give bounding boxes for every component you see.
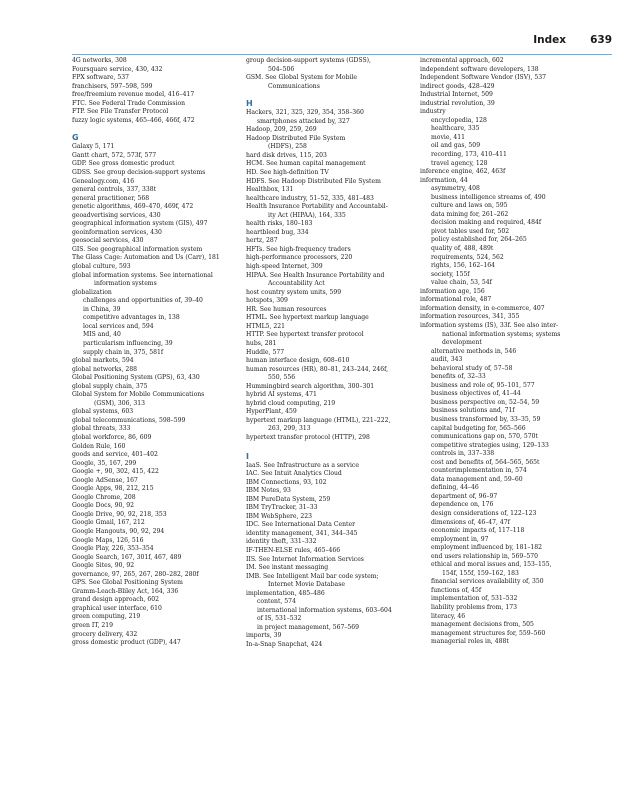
index-entry: governance, 97, 265, 267, 280–282, 280f [72, 570, 199, 578]
index-entry: identity management, 341, 344–345 [246, 529, 358, 537]
index-entry: hypertext transfer protocol (HTTP), 298 [246, 433, 370, 441]
index-subentry: content, 574 [257, 598, 296, 606]
index-entry: free/freemium revenue model, 416–417 [72, 91, 195, 99]
index-continuation: 154f, 155f, 159–162, 183 [442, 569, 519, 577]
index-subentry: counterimplementation in, 574 [431, 467, 527, 475]
index-entry: Google Hangouts, 90, 92, 294 [72, 527, 165, 535]
index-entry: FTC. See Federal Trade Commission [72, 99, 186, 107]
running-header [72, 34, 612, 55]
index-entry: IIS. See Internet Information Services [246, 555, 364, 563]
index-entry: HTML5, 221 [246, 322, 286, 330]
index-subentry: smartphones attacked by, 327 [257, 117, 350, 125]
section-letter: G [72, 133, 79, 143]
index-subentry: asymmetry, 408 [431, 185, 480, 193]
index-entry: grocery delivery, 432 [72, 630, 138, 638]
index-entry: Hackers, 321, 325, 329, 354, 358–360 [246, 109, 364, 117]
page-number: 639 [590, 34, 612, 46]
index-subentry: functions of, 45f [431, 586, 482, 594]
index-subentry: healthcare, 335 [431, 125, 480, 133]
index-subentry: in China, 39 [83, 305, 121, 313]
index-entry: Google Chrome, 208 [72, 493, 136, 501]
index-entry: health risks, 180–183 [246, 220, 313, 228]
index-entry: Industrial Internet, 509 [420, 91, 493, 99]
index-entry: high-speed Internet, 309 [246, 263, 323, 271]
index-entry: group decision-support systems (GDSS), [246, 57, 371, 64]
index-subentry: financial services availability of, 350 [431, 578, 544, 586]
index-entry: hypertext markup language (HTML), 221–222, [246, 416, 391, 424]
index-entry: Hadoop, 209, 259, 269 [246, 126, 317, 134]
index-entry: IMB. See Intelligent Mail bar code system; [246, 572, 379, 580]
index-entry: human interface design, 608–610 [246, 357, 350, 365]
index-subentry: controls in, 337–338 [431, 450, 495, 458]
index-subentry: literacy, 46 [431, 612, 466, 620]
index-subentry: quality of, 488, 489t [431, 245, 494, 253]
index-subentry: business and role of, 95–101, 577 [431, 381, 535, 389]
index-entry: geoadvertising services, 430 [72, 211, 161, 219]
index-entry: HDFS. See Hadoop Distributed File System [246, 177, 381, 185]
index-subentry: movie, 411 [431, 133, 465, 141]
index-subentry: business objectives of, 41–44 [431, 390, 521, 398]
index-subentry: in project management, 567–569 [257, 623, 360, 631]
index-entry: global culture, 593 [72, 263, 131, 271]
index-continuation: development [442, 339, 482, 347]
index-continuation: 504–506 [268, 65, 295, 73]
index-subentry: design considerations of, 122–123 [431, 509, 537, 517]
index-entry: Independent Software Vendor (ISV), 537 [420, 74, 546, 82]
index-subentry: oil and gas, 509 [431, 142, 481, 150]
index-entry: Healthbox, 131 [246, 186, 294, 194]
index-subentry: data mining for, 261–262 [431, 210, 509, 218]
index-entry: IDC. See International Data Center [246, 521, 356, 529]
index-continuation: Internet Movie Database [268, 581, 345, 589]
index-subentry: economic impacts of, 117–118 [431, 527, 525, 535]
index-entry: global networks, 288 [72, 365, 138, 373]
index-entry: Gramm-Leach-Bliley Act, 164, 336 [72, 587, 179, 595]
index-entry: geographical information system (GIS), 497 [72, 220, 208, 228]
index-entry: gross domestic product (GDP), 447 [72, 639, 181, 647]
index-entry: global systems, 603 [72, 408, 134, 416]
index-entry: global workforce, 86, 609 [72, 433, 152, 441]
index-subentry: MIS and, 40 [83, 331, 121, 339]
index-subentry: particularism influencing, 39 [83, 339, 173, 347]
index-entry: IM. See instant messaging [246, 564, 329, 572]
index-subentry: employment in, 97 [431, 535, 489, 543]
index-subentry: challenges and opportunities of, 39–40 [83, 297, 203, 305]
index-entry: green computing, 219 [72, 613, 141, 621]
index-continuation: national information systems; systems [442, 330, 561, 338]
index-entry: global telecommunications, 598–599 [72, 416, 186, 424]
index-column-3 [420, 57, 598, 647]
index-subentry: management decisions from, 505 [431, 621, 534, 629]
index-continuation: ity Act (HIPAA), 164, 335 [268, 211, 346, 219]
index-entry: Google, 35, 167, 299 [72, 459, 137, 467]
header-title: Index [533, 34, 566, 46]
index-subentry: society, 155f [431, 270, 470, 278]
index-subentry: business perspective on, 52–54, 59 [431, 398, 540, 406]
index-entry: Google Drive, 90, 92, 218, 353 [72, 510, 167, 518]
index-subentry: managerial roles in, 488t [431, 638, 509, 646]
index-subentry: travel agency, 128 [431, 159, 488, 167]
index-entry: FPX software, 537 [72, 74, 129, 82]
index-subentry: liability problems from, 173 [431, 604, 518, 611]
index-entry: global threats, 333 [72, 425, 131, 433]
index-subentry: value chain, 53, 54f [431, 279, 492, 287]
index-entry: HFTs. See high-frequency traders [246, 245, 351, 253]
index-entry: imports, 39 [246, 632, 282, 640]
index-entry: GIS. See geographical information system [72, 245, 203, 253]
index-subentry: end users relationship in, 569–570 [431, 552, 538, 560]
index-entry: The Glass Cage: Automation and Us (Carr), 181 [72, 254, 220, 262]
index-continuation: 550, 556 [268, 374, 296, 382]
index-entry: IF-THEN-ELSE rules, 465–466 [246, 546, 341, 554]
index-entry: host country system units, 599 [246, 288, 342, 296]
index-subentry: pivot tables used for, 502 [431, 227, 510, 235]
index-entry: Genealogy.com, 416 [72, 177, 135, 185]
index-entry: identity theft, 331–332 [246, 538, 317, 546]
index-subentry: communications gap on, 570, 570t [431, 433, 538, 441]
index-entry: HD. See high-definition TV [246, 169, 329, 177]
index-entry: hybrid AI systems, 471 [246, 391, 317, 399]
index-entry: global markets, 594 [72, 357, 134, 365]
index-entry: information density, in e-commerce, 407 [420, 304, 545, 312]
index-entry: IBM Connections, 93, 102 [246, 478, 327, 486]
index-entry: Hadoop Distributed File System [246, 134, 346, 142]
index-entry: general practitioner, 568 [72, 194, 150, 202]
index-entry: information age, 156 [420, 287, 485, 295]
index-entry: Google +, 90, 302, 415, 422 [72, 468, 159, 476]
index-entry: inference engine, 462, 463f [420, 168, 506, 176]
index-subentry: local services and, 594 [83, 322, 154, 330]
index-subentry: audit, 343 [431, 356, 463, 364]
index-entry: GSM. See Global System for Mobile [246, 74, 357, 82]
index-entry: Gantt chart, 572, 573f, 577 [72, 151, 157, 159]
index-subentry: requirements, 524, 562 [431, 253, 504, 261]
index-entry: IBM Notes, 93 [246, 487, 291, 495]
index-subentry: capital budgeting for, 565–566 [431, 424, 526, 432]
index-entry: grand design approach, 602 [72, 596, 160, 604]
index-entry: franchisers, 597–598, 599 [72, 82, 153, 90]
section-spacer [246, 443, 414, 452]
index-entry: incremental approach, 602 [420, 57, 504, 64]
index-entry: Galaxy 5, 171 [72, 143, 115, 151]
index-continuation: information systems [94, 280, 157, 288]
index-entry: HTML. See hypertext markup language [246, 314, 369, 322]
index-entry: fuzzy logic systems, 465–466, 466f, 472 [72, 116, 195, 124]
index-continuation: (GSM), 306, 313 [94, 399, 146, 407]
index-entry: geosocial services, 430 [72, 237, 144, 245]
index-entry: Health Insurance Portability and Accountabil- [246, 203, 388, 211]
index-entry: Google Search, 167, 301f, 467, 489 [72, 553, 182, 561]
index-entry: human resources (HR), 80–81, 243–244, 246f, [246, 365, 389, 373]
index-subentry: recording, 173, 410–411 [431, 151, 507, 159]
index-entry: Google Maps, 126, 516 [72, 536, 144, 544]
index-subentry: supply chain in, 375, 581f [83, 348, 164, 356]
index-entry: implementation, 485–486 [246, 589, 325, 597]
section-letter: I [246, 451, 249, 461]
index-subentry: behavioral study of, 57–58 [431, 364, 513, 372]
index-entry: informational role, 487 [420, 296, 492, 304]
index-subentry: international information systems, 603–604 [257, 606, 392, 614]
index-entry: Google Gmail, 167, 212 [72, 519, 145, 527]
index-entry: Google Docs, 90, 92 [72, 502, 134, 510]
index-entry: IBM PureData System, 259 [246, 495, 331, 503]
index-subentry: competitive advantages in, 138 [83, 314, 180, 322]
index-subentry: management structures for, 559–560 [431, 629, 546, 637]
index-entry: goods and service, 401–402 [72, 451, 158, 459]
index-entry: information resources, 341, 355 [420, 313, 520, 321]
index-entry: GDP. See gross domestic product [72, 160, 175, 168]
index-entry: 4G networks, 308 [72, 57, 127, 64]
index-entry: independent software developers, 138 [420, 65, 539, 73]
index-entry: global information systems. See international [72, 271, 213, 279]
index-entry: hertz, 287 [246, 237, 278, 245]
index-subentry: encyclopedia, 128 [431, 116, 487, 124]
index-subentry: culture and laws on, 595 [431, 202, 508, 210]
index-continuation: Communications [268, 82, 320, 90]
index-subentry: business transformed by, 33–35, 59 [431, 415, 541, 423]
index-subentry: policy established for, 264–265 [431, 236, 527, 244]
index-continuation: Accountability Act [268, 280, 325, 288]
index-entry: industrial revolution, 39 [420, 99, 495, 107]
index-entry: HyperPlant, 459 [246, 408, 297, 416]
index-subentry: defining, 44–46 [431, 484, 479, 492]
index-entry: IBM TryTracker, 31–33 [246, 504, 318, 512]
index-entry: GDSS. See group decision-support systems [72, 169, 206, 177]
index-entry: green IT, 219 [72, 622, 113, 629]
section-spacer [72, 125, 240, 133]
index-entry: information, 44 [420, 176, 468, 184]
index-entry: healthcare industry, 51–52, 335, 481–483 [246, 194, 374, 202]
index-continuation: 263, 299, 313 [268, 425, 311, 433]
index-entry: Hummingbird search algorithm, 300–301 [246, 382, 375, 390]
index-subentry: benefits of, 32–33 [431, 373, 486, 381]
index-entry: Google Sites, 90, 92 [72, 562, 135, 570]
index-entry: IBM WebSphere, 223 [246, 512, 312, 520]
index-entry: IAC. See Intuit Analytics Cloud [246, 470, 342, 478]
index-entry: hybrid cloud computing, 219 [246, 399, 336, 407]
index-subentry: department of, 96–97 [431, 492, 498, 500]
index-continuation: (HDFS), 258 [268, 143, 307, 151]
index-entry: HCM. See human capital management [246, 160, 366, 168]
index-entry: global supply chain, 375 [72, 382, 148, 390]
index-entry: industry [420, 108, 446, 116]
index-subentry: ethical and moral issues and, 153–155, [431, 561, 552, 569]
index-entry: HIPAA. See Health Insurance Portability and [246, 271, 385, 279]
index-subentry: implementation of, 531–532 [431, 595, 518, 603]
index-entry: globalization [72, 288, 112, 296]
index-entry: HR. See human resources [246, 305, 327, 313]
section-spacer [246, 91, 414, 99]
index-entry: Google AdSense, 167 [72, 476, 138, 484]
index-entry: Google Apps, 98, 212, 215 [72, 485, 154, 493]
index-subentry: alternative methods in, 546 [431, 347, 517, 355]
index-subentry: decision making and required, 484f [431, 219, 542, 227]
index-entry: IaaS. See Infrastructure as a service [246, 461, 359, 469]
index-entry: Global System for Mobile Communications [72, 391, 205, 399]
index-entry: FTP. See File Transfer Protocol [72, 108, 169, 116]
index-entry: genetic algorithms, 469–470, 469f, 472 [72, 203, 194, 211]
index-entry: hubs, 281 [246, 339, 277, 347]
index-entry: hard disk drives, 115, 203 [246, 151, 327, 159]
index-subentry: of IS, 531–532 [257, 615, 302, 623]
index-subentry: rights, 156, 162–164 [431, 262, 495, 270]
index-subentry: dependence on, 176 [431, 501, 494, 509]
index-entry: HTTP. See hypertext transfer protocol [246, 331, 364, 339]
index-subentry: cost and benefits of, 564–565, 565t [431, 458, 540, 466]
index-entry: heartbleed bug, 334 [246, 228, 309, 236]
index-subentry: data management and, 59–60 [431, 475, 523, 483]
index-entry: Google Play, 226, 353–354 [72, 545, 154, 553]
index-subentry: employment influenced by, 181–182 [431, 544, 543, 552]
index-entry: general controls, 337, 338t [72, 186, 157, 194]
index-column-2 [246, 57, 414, 650]
index-entry: indirect goods, 428–429 [420, 82, 495, 90]
index-subentry: competitive strategies using, 129–133 [431, 441, 549, 449]
index-entry: hotspots, 309 [246, 297, 288, 305]
index-subentry: dimensions of, 46–47, 47f [431, 518, 510, 526]
index-entry: geoinformation services, 430 [72, 228, 162, 236]
index-entry: Golden Rule, 160 [72, 442, 126, 450]
index-subentry: business solutions and, 71f [431, 407, 515, 415]
index-entry: Global Positioning System (GPS), 63, 430 [72, 374, 200, 382]
index-entry: information systems (IS), 33f. See also inter- [420, 321, 559, 329]
index-column-1 [72, 57, 240, 648]
index-entry: Huddle, 577 [246, 348, 285, 356]
index-entry: high-performance processors, 220 [246, 254, 353, 262]
index-entry: GPS. See Global Positioning System [72, 579, 183, 587]
index-subentry: business intelligence streams of, 490 [431, 193, 546, 201]
section-letter: H [246, 99, 253, 109]
index-entry: graphical user interface, 610 [72, 604, 162, 612]
index-entry: Foursquare service, 430, 432 [72, 65, 163, 73]
index-entry: In-a-Snap Snapchat, 424 [246, 641, 323, 648]
